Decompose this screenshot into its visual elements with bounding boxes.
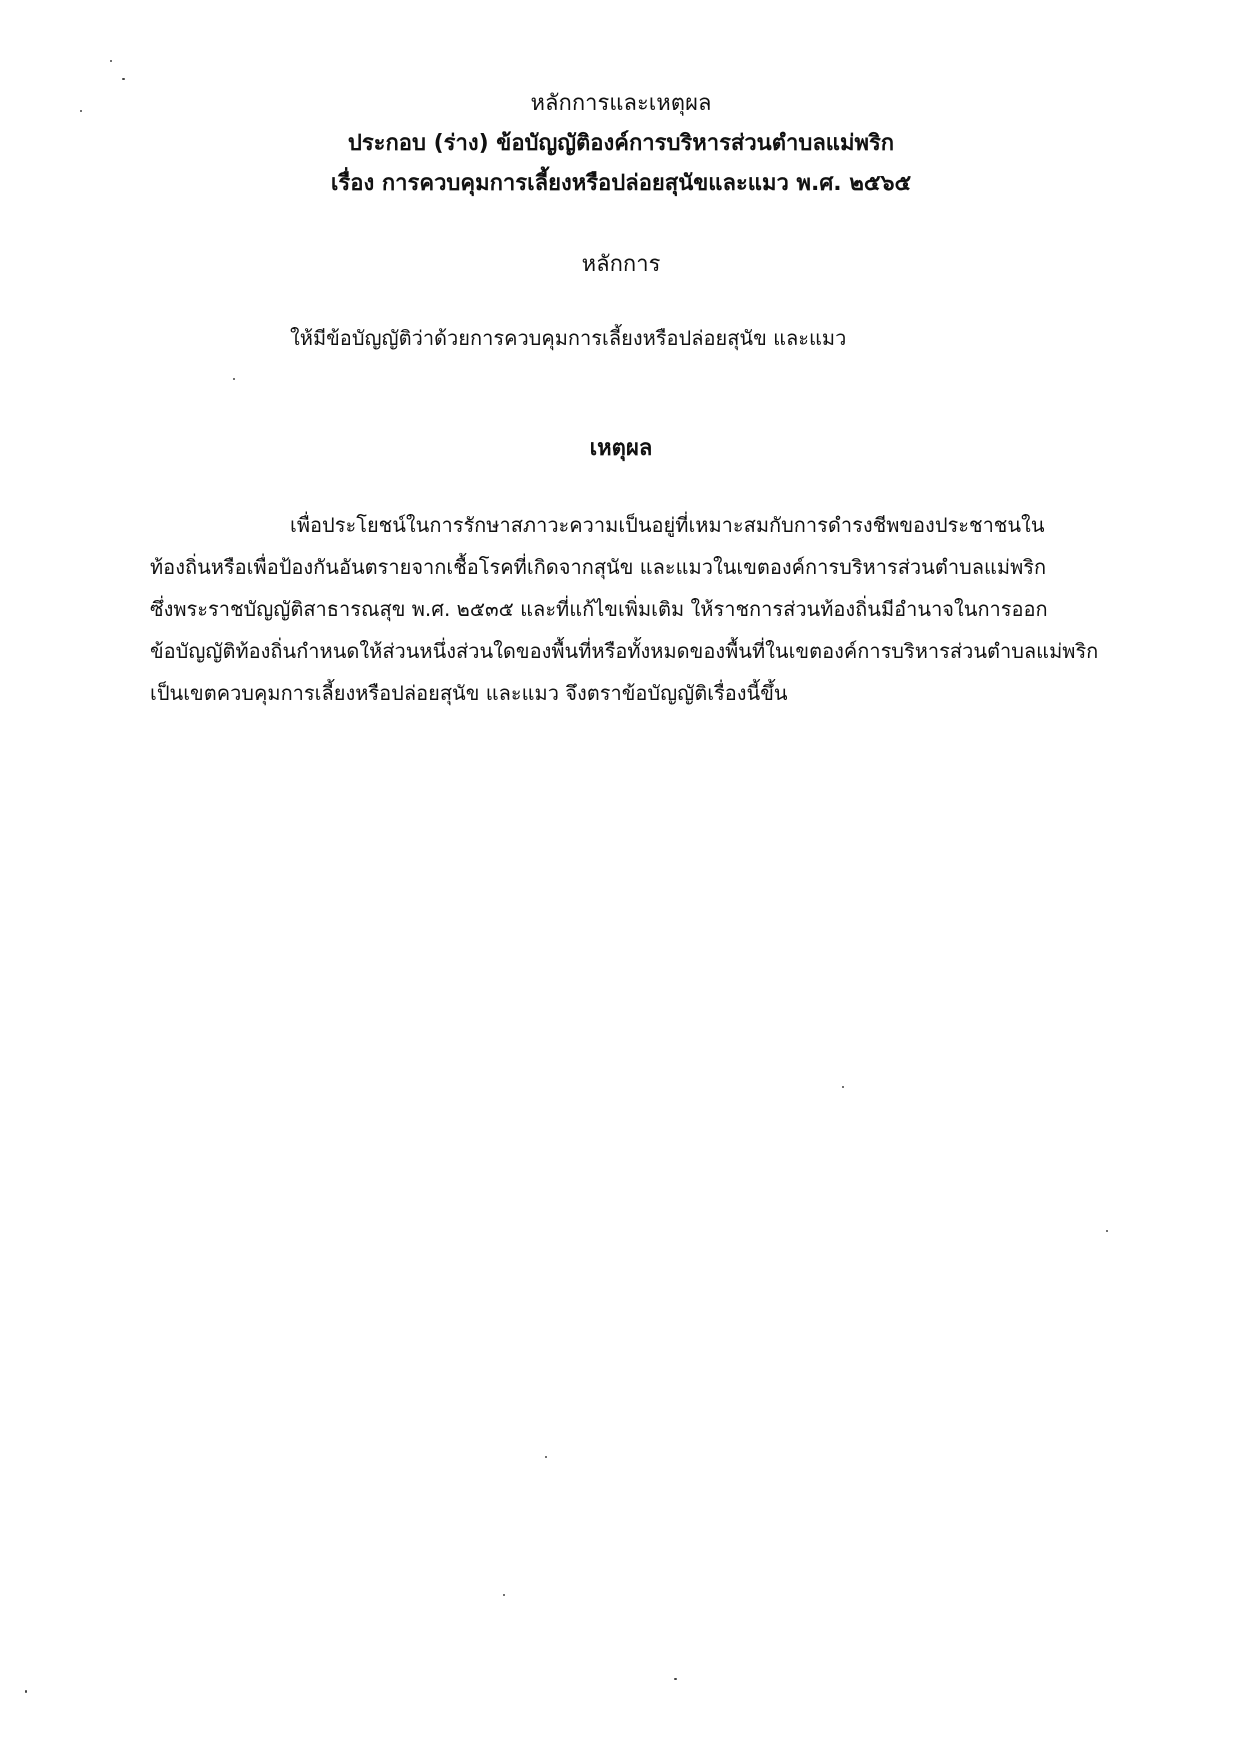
reason-line: เป็นเขตควบคุมการเลี้ยงหรือปล่อยสุนัข และแมว จึงตราข้อบัญญัติเรื่องนี้ขึ้น [150, 681, 788, 705]
reason-line: เพื่อประโยชน์ในการรักษาสภาวะความเป็นอยู่ที่เหมาะสมกับการดำรงชีพของประชาชนใน [290, 513, 1045, 537]
scan-speck [842, 1086, 844, 1088]
principle-text: ให้มีข้อบัญญัติว่าด้วยการควบคุมการเลี้ยงหรือปล่อยสุนัข และแมว [290, 326, 847, 350]
principle-title: หลักการ [581, 252, 661, 277]
reason-line: ข้อบัญญัติท้องถิ่นกำหนดให้ส่วนหนึ่งส่วนใดของพื้นที่หรือทั้งหมดของพื้นที่ในเขตองค์การบริหารส่วนตำบลแม่พริก [150, 639, 1099, 663]
reason-line: ซึ่งพระราชบัญญัติสาธารณสุข พ.ศ. ๒๕๓๕ และที่แก้ไขเพิ่มเติม ให้ราชการส่วนท้องถิ่นมีอำนาจในการออก [150, 597, 1048, 621]
header-subject: เรื่อง การควบคุมการเลี้ยงหรือปล่อยสุนัขและแมว พ.ศ. ๒๕๖๕ [330, 171, 912, 196]
scan-speck [110, 60, 112, 62]
reason-paragraph [150, 504, 1120, 714]
scan-speck [122, 78, 125, 80]
scan-speck [1106, 1230, 1108, 1232]
reason-title: เหตุผล [589, 436, 653, 461]
scan-speck [545, 1456, 547, 1458]
header-subtitle: ประกอบ (ร่าง) ข้อบัญญัติองค์การบริหารส่วนตำบลแม่พริก [347, 131, 895, 156]
scan-speck [80, 110, 82, 112]
scan-speck [233, 378, 235, 380]
scan-speck [674, 1678, 677, 1680]
reason-line: ท้องถิ่นหรือเพื่อป้องกันอันตรายจากเชื้อโรคที่เกิดจากสุนัข และแมวในเขตองค์การบริหารส่วนตำบลแม่พริก [150, 555, 1047, 579]
header-title: หลักการและเหตุผล [530, 91, 712, 116]
scan-speck [25, 1690, 27, 1693]
scan-speck [503, 1594, 505, 1596]
document-header [0, 84, 1242, 204]
